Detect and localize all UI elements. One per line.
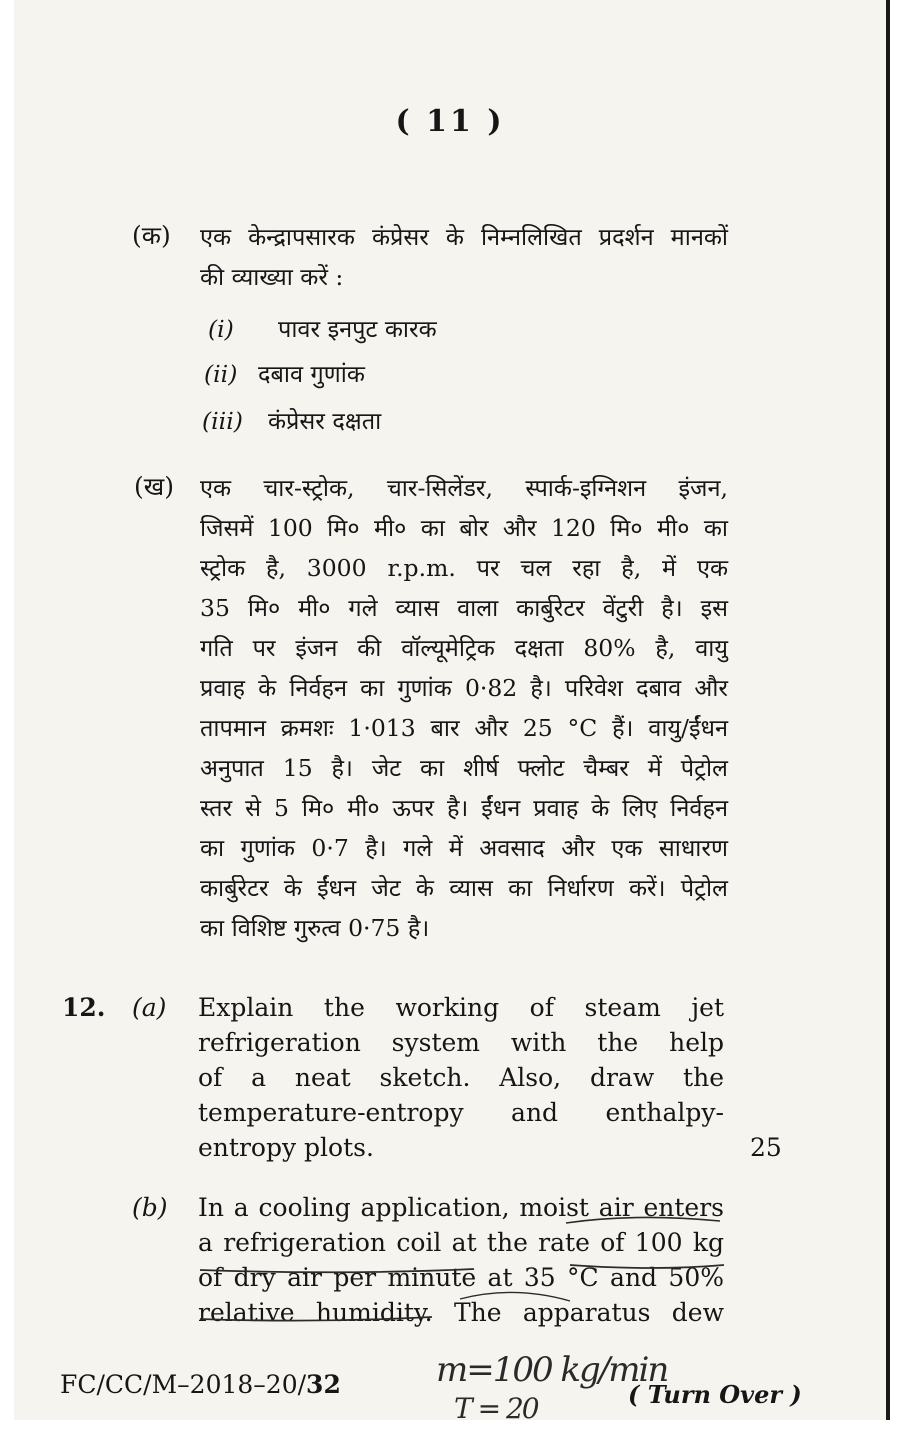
pencil-underlines [14, 1185, 886, 1335]
q12-b-label: (b) [132, 1193, 168, 1222]
q11-b-line-10: का गुणांक 0·7 है। गले में अवसाद और एक साधारण [200, 834, 728, 862]
q11-a-item-iii-num: (iii) [202, 407, 243, 435]
paper-code-number: 32 [306, 1370, 341, 1399]
q11-a-item-ii-num: (ii) [204, 360, 238, 388]
handwritten-note-2: T = 20 [454, 1392, 538, 1425]
q11-a-item-ii-text: दबाव गुणांक [258, 360, 365, 388]
q11-a-label: (क) [132, 221, 171, 250]
q12-a-label: (a) [132, 993, 167, 1022]
q11-b-line-12: का विशिष्ट गुरुत्व 0·75 है। [200, 914, 430, 942]
paper-code [60, 1370, 341, 1399]
q12-a-marks: 25 [750, 1133, 782, 1162]
q11-a-item-iii-text: कंप्रेसर दक्षता [268, 407, 382, 435]
turn-over: ( Turn Over ) [628, 1380, 802, 1409]
handwritten-note-1: m=100 kg/min [436, 1350, 668, 1390]
q12-b-line-3: of dry air per minute at 35 °C and 50% [198, 1263, 724, 1292]
q12-a-line-5: entropy plots. [198, 1133, 374, 1162]
q12-a-line-4: temperature-entropy and enthalpy- [198, 1098, 724, 1127]
paper-code-text: FC/CC/M–2018–20/ [60, 1370, 307, 1399]
q11-b-line-7: तापमान क्रमशः 1·013 बार और 25 °C हैं। वायु/ईंधन [200, 714, 728, 742]
q12-number: 12. [62, 993, 106, 1022]
q12-a-line-3: of a neat sketch. Also, draw the [198, 1063, 724, 1092]
q11-b-line-4: 35 मि० मी० गले व्यास वाला कार्बुरेटर वेंटुरी है। इस [200, 594, 728, 622]
q11-b-line-3: स्ट्रोक है, 3000 r.p.m. पर चल रहा है, में एक [200, 554, 728, 582]
q11-b-label: (ख) [134, 472, 174, 501]
q11-b-line-2: जिसमें 100 मि० मी० का बोर और 120 मि० मी० का [200, 514, 728, 542]
q12-b-line-2: a refrigeration coil at the rate of 100 kg [198, 1228, 724, 1257]
q11-a-line-2: की व्याख्या करें : [200, 263, 344, 291]
q11-a-item-i-num: (i) [208, 315, 234, 343]
q12-a-line-1: Explain the working of steam jet [198, 993, 724, 1022]
exam-page [14, 0, 890, 1425]
q11-b-line-6: प्रवाह के निर्वहन का गुणांक 0·82 है। परिवेश दबाव और [200, 674, 728, 702]
q11-a-line-1: एक केन्द्रापसारक कंप्रेसर के निम्नलिखित प्रदर्शन मानकों [200, 223, 728, 251]
q11-a-item-i-text: पावर इनपुट कारक [278, 315, 437, 343]
q12-b-line-1: In a cooling application, moist air enters [198, 1193, 724, 1222]
q11-b-line-5: गति पर इंजन की वॉल्यूमेट्रिक दक्षता 80% है, वायु [200, 634, 728, 662]
q11-b-line-8: अनुपात 15 है। जेट का शीर्ष फ्लोट चैम्बर में पेट्रोल [200, 754, 728, 782]
q11-b-line-11: कार्बुरेटर के ईंधन जेट के व्यास का निर्धारण करें। पेट्रोल [200, 874, 728, 902]
q11-b-line-1: एक चार-स्ट्रोक, चार-सिलेंडर, स्पार्क-इग्निशन इंजन, [200, 474, 728, 502]
q12-b-line-4: relative humidity. The apparatus dew [198, 1298, 724, 1327]
page-number: ( 11 ) [395, 104, 505, 139]
q12-a-line-2: refrigeration system with the help [198, 1028, 724, 1057]
q11-b-line-9: स्तर से 5 मि० मी० ऊपर है। ईंधन प्रवाह के लिए निर्वहन [200, 794, 728, 822]
